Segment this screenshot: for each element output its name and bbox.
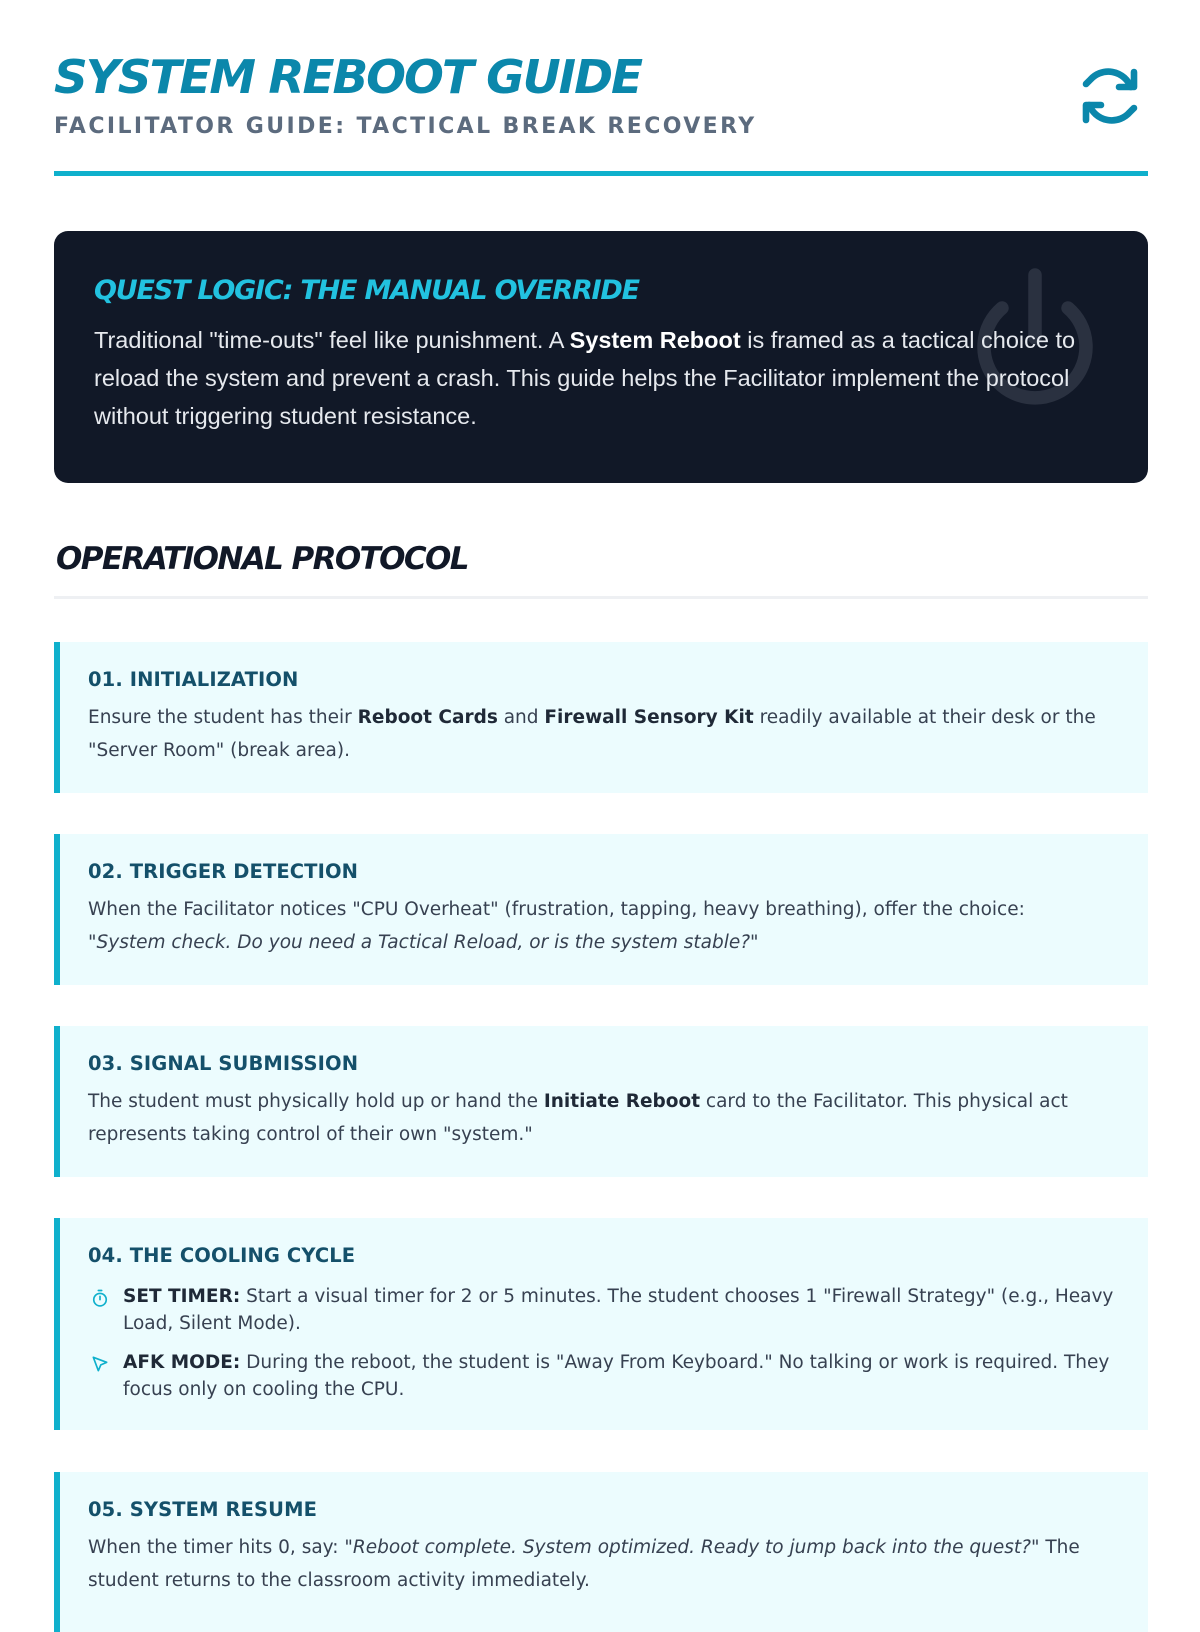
quest-logic-panel <box>54 231 1148 483</box>
quest-logic-text: Traditional "time-outs" feel like punishment. A System Reboot is framed as a tactical choice to reload the system and prevent a crash. This guide helps the Facilitator implement the protocol without triggering student resistance. <box>94 327 1076 430</box>
step-body: Ensure the student has their Reboot Cards and Firewall Sensory Kit readily available at their desk or the "Server Room" (break area). <box>88 707 1096 761</box>
bullet-afk-mode: AFK MODE: During the reboot, the student is "Away From Keyboard." No talking or work is required. They focus only on cooling the CPU. <box>88 1349 1118 1403</box>
step-title: 02. TRIGGER DETECTION <box>88 860 359 883</box>
step-quote: "Reboot complete. System optimized. Ready to jump back into the quest?" <box>344 1537 1040 1558</box>
step-card-system-resume <box>54 1472 1148 1632</box>
section-title: OPERATIONAL PROTOCOL <box>56 541 468 577</box>
step-card-trigger-detection <box>54 834 1148 985</box>
section-divider <box>54 596 1148 599</box>
step-body: When the Facilitator notices "CPU Overheat" (frustration, tapping, heavy breathing), offer the choice: "System check. Do you need a Tactical Reload, or is the system stable?" <box>88 899 1025 953</box>
step-title: 05. SYSTEM RESUME <box>88 1498 317 1521</box>
page-header <box>54 48 1148 176</box>
step-title: 04. THE COOLING CYCLE <box>88 1244 356 1267</box>
quest-logic-heading: QUEST LOGIC: THE MANUAL OVERRIDE <box>94 275 639 306</box>
step-title: 03. SIGNAL SUBMISSION <box>88 1052 359 1075</box>
step-quote: "System check. Do you need a Tactical Reload, or is the system stable?" <box>88 932 759 953</box>
refresh-icon <box>1074 60 1146 132</box>
page-subtitle: FACILITATOR GUIDE: TACTICAL BREAK RECOVERY <box>54 114 757 139</box>
step-body: When the timer hits 0, say: "Reboot complete. System optimized. Ready to jump back into the quest?" The student returns to the classroom activity immediately. <box>88 1537 1080 1591</box>
step-body: The student must physically hold up or hand the Initiate Reboot card to the Facilitator. This physical act represents taking control of their own "system." <box>88 1091 1068 1145</box>
bullet-set-timer: SET TIMER: Start a visual timer for 2 or 5 minutes. The student chooses 1 "Firewall Strategy" (e.g., Heavy Load, Silent Mode). <box>88 1283 1118 1337</box>
page-title: SYSTEM REBOOT GUIDE <box>54 50 642 104</box>
step-title: 01. INITIALIZATION <box>88 668 299 691</box>
timer-icon <box>90 1288 110 1308</box>
cursor-icon <box>90 1354 110 1374</box>
step-card-initialization <box>54 642 1148 793</box>
step-card-signal-submission <box>54 1026 1148 1177</box>
step-card-cooling-cycle <box>54 1218 1148 1430</box>
